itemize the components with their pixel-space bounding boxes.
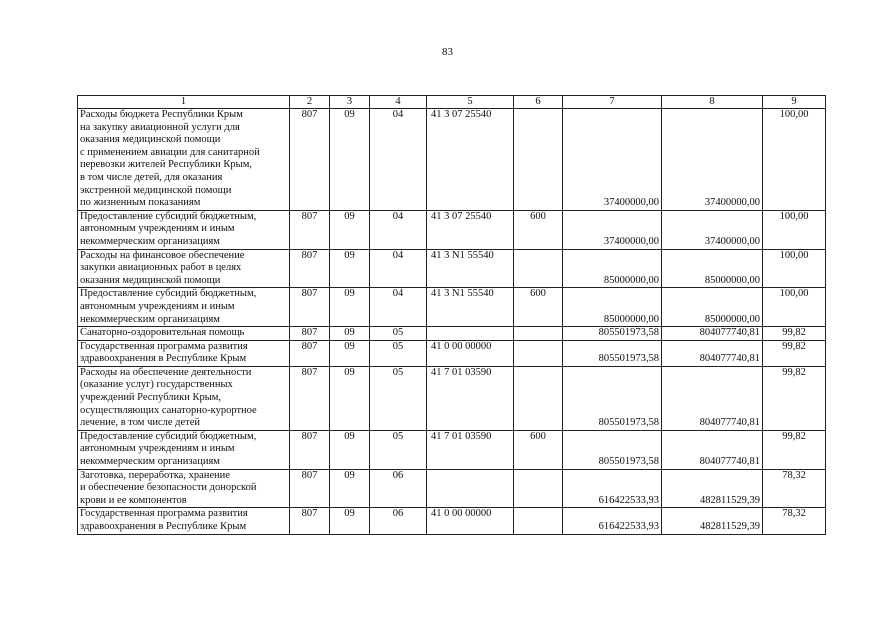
header-cell: 1 <box>78 96 290 109</box>
cell-col-2: 807 <box>290 288 330 327</box>
table-row <box>78 327 826 341</box>
header-cell: 9 <box>763 96 826 109</box>
header-cell: 8 <box>662 96 763 109</box>
cell-col-4: 05 <box>370 327 427 341</box>
header-cell: 5 <box>427 96 514 109</box>
cell-col-3: 09 <box>330 288 370 327</box>
cell-description: Расходы бюджета Республики Крым на закупку авиационной услуги для оказания медицинской помощи с применением авиации для санитарной перевозки жителей Республики Крым, в том числе детей, для оказания экстренной медицинской помощи по жизненным показаниям <box>78 109 290 211</box>
cell-col-3: 09 <box>330 508 370 534</box>
cell-col-9: 78,32 <box>763 469 826 508</box>
cell-col-4: 04 <box>370 210 427 249</box>
cell-description: Предоставление субсидий бюджетным, автономным учреждениям и иным некоммерческим организациям <box>78 288 290 327</box>
cell-description: Предоставление субсидий бюджетным, автономным учреждениям и иным некоммерческим организациям <box>78 210 290 249</box>
cell-col-2: 807 <box>290 508 330 534</box>
header-cell: 2 <box>290 96 330 109</box>
cell-col-8: 482811529,39 <box>662 469 763 508</box>
cell-col-6: 600 <box>514 430 563 469</box>
cell-col-2: 807 <box>290 366 330 430</box>
cell-col-6 <box>514 469 563 508</box>
table-row <box>78 430 826 469</box>
cell-col-6 <box>514 508 563 534</box>
cell-col-2: 807 <box>290 469 330 508</box>
table-row <box>78 210 826 249</box>
cell-col-5: 41 3 N1 55540 <box>427 249 514 288</box>
budget-table <box>77 95 826 535</box>
cell-col-3: 09 <box>330 366 370 430</box>
cell-description: Государственная программа развития здравоохранения в Республике Крым <box>78 508 290 534</box>
table-header-row <box>78 96 826 109</box>
cell-description: Государственная программа развития здравоохранения в Республике Крым <box>78 340 290 366</box>
cell-col-3: 09 <box>330 210 370 249</box>
cell-col-8: 85000000,00 <box>662 288 763 327</box>
cell-col-7: 85000000,00 <box>563 249 662 288</box>
cell-col-8: 37400000,00 <box>662 109 763 211</box>
cell-col-3: 09 <box>330 340 370 366</box>
cell-col-5: 41 7 01 03590 <box>427 366 514 430</box>
table-row <box>78 340 826 366</box>
cell-col-9: 100,00 <box>763 109 826 211</box>
cell-col-4: 04 <box>370 109 427 211</box>
cell-col-4: 04 <box>370 249 427 288</box>
cell-col-9: 100,00 <box>763 288 826 327</box>
cell-col-6 <box>514 109 563 211</box>
cell-col-3: 09 <box>330 109 370 211</box>
table-row <box>78 508 826 534</box>
cell-col-9: 99,82 <box>763 340 826 366</box>
cell-description: Расходы на финансовое обеспечение закупки авиационных работ в целях оказания медицинской помощи <box>78 249 290 288</box>
cell-description: Санаторно-оздоровительная помощь <box>78 327 290 341</box>
cell-col-6 <box>514 249 563 288</box>
cell-col-8: 804077740,81 <box>662 340 763 366</box>
cell-col-2: 807 <box>290 210 330 249</box>
table-row <box>78 366 826 430</box>
cell-col-9: 100,00 <box>763 210 826 249</box>
cell-col-9: 78,32 <box>763 508 826 534</box>
cell-col-4: 05 <box>370 366 427 430</box>
cell-col-8: 482811529,39 <box>662 508 763 534</box>
cell-col-7: 805501973,58 <box>563 366 662 430</box>
cell-col-8: 804077740,81 <box>662 366 763 430</box>
cell-col-5: 41 3 N1 55540 <box>427 288 514 327</box>
cell-col-3: 09 <box>330 249 370 288</box>
cell-col-4: 06 <box>370 508 427 534</box>
cell-col-8: 85000000,00 <box>662 249 763 288</box>
header-cell: 6 <box>514 96 563 109</box>
table-body <box>78 109 826 535</box>
cell-col-7: 805501973,58 <box>563 340 662 366</box>
cell-col-4: 05 <box>370 340 427 366</box>
cell-col-5 <box>427 469 514 508</box>
cell-col-3: 09 <box>330 327 370 341</box>
cell-col-6 <box>514 327 563 341</box>
cell-col-4: 06 <box>370 469 427 508</box>
cell-description: Расходы на обеспечение деятельности (оказание услуг) государственных учреждений Республики Крым, осуществляющих санаторно-курортное лечение, в том числе детей <box>78 366 290 430</box>
cell-col-7: 805501973,58 <box>563 327 662 341</box>
cell-col-3: 09 <box>330 469 370 508</box>
cell-col-7: 37400000,00 <box>563 210 662 249</box>
cell-col-9: 99,82 <box>763 366 826 430</box>
header-cell: 3 <box>330 96 370 109</box>
cell-col-9: 99,82 <box>763 430 826 469</box>
cell-col-4: 05 <box>370 430 427 469</box>
cell-col-2: 807 <box>290 430 330 469</box>
cell-col-9: 100,00 <box>763 249 826 288</box>
cell-col-7: 37400000,00 <box>563 109 662 211</box>
cell-col-8: 804077740,81 <box>662 430 763 469</box>
cell-col-8: 804077740,81 <box>662 327 763 341</box>
table-row <box>78 249 826 288</box>
table-row <box>78 288 826 327</box>
cell-col-7: 805501973,58 <box>563 430 662 469</box>
header-cell: 7 <box>563 96 662 109</box>
cell-col-2: 807 <box>290 340 330 366</box>
cell-col-6 <box>514 340 563 366</box>
cell-col-6: 600 <box>514 210 563 249</box>
cell-col-6 <box>514 366 563 430</box>
cell-col-2: 807 <box>290 109 330 211</box>
cell-col-7: 85000000,00 <box>563 288 662 327</box>
cell-col-5: 41 3 07 25540 <box>427 109 514 211</box>
cell-col-2: 807 <box>290 249 330 288</box>
cell-col-8: 37400000,00 <box>662 210 763 249</box>
cell-description: Предоставление субсидий бюджетным, автономным учреждениям и иным некоммерческим организациям <box>78 430 290 469</box>
cell-col-5: 41 3 07 25540 <box>427 210 514 249</box>
cell-col-9: 99,82 <box>763 327 826 341</box>
cell-col-5: 41 0 00 00000 <box>427 340 514 366</box>
header-cell: 4 <box>370 96 427 109</box>
cell-col-5: 41 7 01 03590 <box>427 430 514 469</box>
table-row <box>78 109 826 211</box>
cell-col-6: 600 <box>514 288 563 327</box>
cell-col-5: 41 0 00 00000 <box>427 508 514 534</box>
cell-description: Заготовка, переработка, хранение и обеспечение безопасности донорской крови и ее компонентов <box>78 469 290 508</box>
cell-col-7: 616422533,93 <box>563 469 662 508</box>
cell-col-3: 09 <box>330 430 370 469</box>
cell-col-5 <box>427 327 514 341</box>
page-number: 83 <box>442 46 453 58</box>
cell-col-4: 04 <box>370 288 427 327</box>
cell-col-7: 616422533,93 <box>563 508 662 534</box>
cell-col-2: 807 <box>290 327 330 341</box>
table-row <box>78 469 826 508</box>
